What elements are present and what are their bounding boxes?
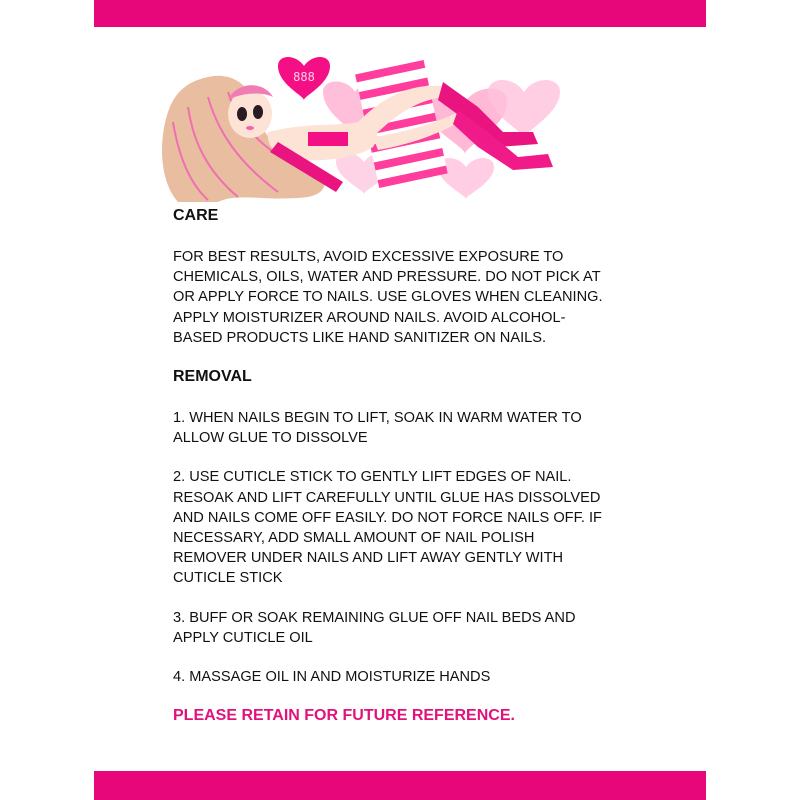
instructions-content	[173, 206, 613, 726]
svg-text:888: 888	[293, 70, 315, 84]
removal-step-2: 2. USE CUTICLE STICK TO GENTLY LIFT EDGES OF NAIL. RESOAK AND LIFT CAREFULLY UNTIL GLUE HAS DISSOLVED AND NAILS COME OFF EASILY. DO NOT FORCE NAILS OFF. IF NECESSARY, ADD SMALL AMOUNT OF NAIL POLISH REMOVER UNDER NAILS AND LIFT AWAY GENTLY WITH CUTICLE STICK	[173, 469, 602, 587]
removal-step-1: 1. WHEN NAILS BEGIN TO LIFT, SOAK IN WARM WATER TO ALLOW GLUE TO DISSOLVE	[173, 410, 582, 447]
girl-face	[228, 85, 273, 138]
top-pink-band	[94, 0, 706, 27]
retain-notice: PLEASE RETAIN FOR FUTURE REFERENCE.	[173, 707, 515, 725]
removal-step-4: 4. MASSAGE OIL IN AND MOISTURIZE HANDS	[173, 669, 491, 686]
pixel-girl-illustration	[158, 52, 560, 210]
removal-heading: REMOVAL	[173, 368, 252, 386]
bottom-pink-band	[94, 771, 706, 800]
care-heading: CARE	[173, 207, 219, 224]
care-body: FOR BEST RESULTS, AVOID EXCESSIVE EXPOSURE TO CHEMICALS, OILS, WATER AND PRESSURE. DO NOT PICK AT OR APPLY FORCE TO NAILS. USE GLOVES WHEN CLEANING. APPLY MOISTURIZER AROUND NAILS. AVOID ALCOHOL- BASED PRODUCTS LIKE HAND SANITIZER ON NAILS.	[173, 249, 603, 346]
removal-step-3: 3. BUFF OR SOAK REMAINING GLUE OFF NAIL BEDS AND APPLY CUTICLE OIL	[173, 609, 576, 646]
